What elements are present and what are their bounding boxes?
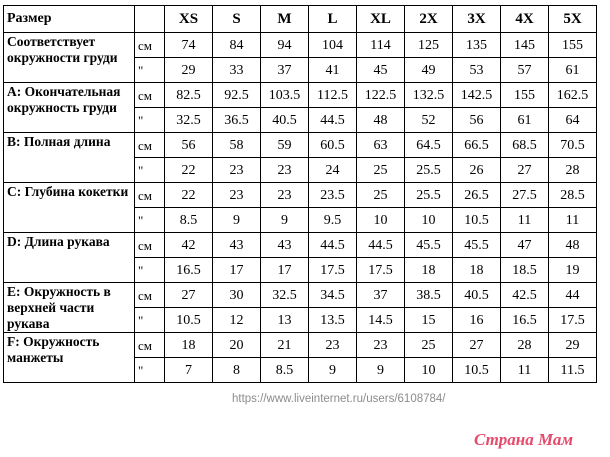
header-unit: [135, 6, 165, 33]
value-cell: 25: [357, 183, 405, 208]
value-cell: 10.5: [453, 208, 501, 233]
value-cell: 74: [165, 33, 213, 58]
measurement-row: [4, 233, 597, 258]
value-cell: 25.5: [405, 158, 453, 183]
value-cell: 104: [309, 33, 357, 58]
value-cell: 63: [357, 133, 405, 158]
measurement-row: [4, 83, 597, 108]
unit-cell: ": [135, 358, 165, 383]
value-cell: 58: [213, 133, 261, 158]
value-cell: 155: [501, 83, 549, 108]
value-cell: 9: [213, 208, 261, 233]
value-cell: 11: [501, 358, 549, 383]
value-cell: 17.5: [357, 258, 405, 283]
value-cell: 16.5: [501, 308, 549, 333]
measurement-label: Соответствует окружности груди: [4, 33, 135, 83]
measurement-row: [4, 283, 597, 308]
value-cell: 23: [213, 183, 261, 208]
value-cell: 45.5: [453, 233, 501, 258]
size-header-cell: 4X: [501, 6, 549, 33]
measurement-row: [4, 133, 597, 158]
size-header-cell: M: [261, 6, 309, 33]
value-cell: 9: [357, 358, 405, 383]
value-cell: 23: [213, 158, 261, 183]
value-cell: 40.5: [261, 108, 309, 133]
size-header-cell: XS: [165, 6, 213, 33]
value-cell: 60.5: [309, 133, 357, 158]
measurement-label: E: Окружность в верхней части рукава: [4, 283, 135, 333]
value-cell: 103.5: [261, 83, 309, 108]
value-cell: 10: [405, 208, 453, 233]
value-cell: 9: [309, 358, 357, 383]
value-cell: 36.5: [213, 108, 261, 133]
value-cell: 23: [261, 183, 309, 208]
value-cell: 112.5: [309, 83, 357, 108]
value-cell: 59: [261, 133, 309, 158]
value-cell: 61: [549, 58, 597, 83]
unit-cell: см: [135, 333, 165, 358]
value-cell: 92.5: [213, 83, 261, 108]
value-cell: 21: [261, 333, 309, 358]
value-cell: 18: [453, 258, 501, 283]
value-cell: 10.5: [453, 358, 501, 383]
measurement-label: F: Окружность манжеты: [4, 333, 135, 383]
measurement-label: A: Окончательная окружность груди: [4, 83, 135, 133]
value-cell: 15: [405, 308, 453, 333]
value-cell: 29: [165, 58, 213, 83]
value-cell: 45.5: [405, 233, 453, 258]
value-cell: 10: [405, 358, 453, 383]
unit-cell: см: [135, 133, 165, 158]
value-cell: 47: [501, 233, 549, 258]
unit-cell: ": [135, 58, 165, 83]
table-body: [4, 6, 597, 383]
value-cell: 32.5: [261, 283, 309, 308]
value-cell: 114: [357, 33, 405, 58]
measurement-row: [4, 183, 597, 208]
value-cell: 11.5: [549, 358, 597, 383]
value-cell: 61: [501, 108, 549, 133]
value-cell: 27: [165, 283, 213, 308]
value-cell: 43: [261, 233, 309, 258]
value-cell: 28: [549, 158, 597, 183]
value-cell: 70.5: [549, 133, 597, 158]
brand-logo: Страна Мам: [474, 430, 574, 449]
value-cell: 10: [357, 208, 405, 233]
value-cell: 26.5: [453, 183, 501, 208]
value-cell: 19: [549, 258, 597, 283]
value-cell: 37: [261, 58, 309, 83]
value-cell: 29: [549, 333, 597, 358]
value-cell: 57: [501, 58, 549, 83]
value-cell: 17: [213, 258, 261, 283]
value-cell: 38.5: [405, 283, 453, 308]
value-cell: 42: [165, 233, 213, 258]
value-cell: 17.5: [549, 308, 597, 333]
value-cell: 23: [261, 158, 309, 183]
unit-cell: ": [135, 258, 165, 283]
value-cell: 14.5: [357, 308, 405, 333]
value-cell: 16: [453, 308, 501, 333]
value-cell: 13: [261, 308, 309, 333]
size-header-cell: 5X: [549, 6, 597, 33]
value-cell: 44.5: [309, 108, 357, 133]
value-cell: 43: [213, 233, 261, 258]
value-cell: 12: [213, 308, 261, 333]
value-cell: 22: [165, 183, 213, 208]
value-cell: 44.5: [309, 233, 357, 258]
value-cell: 17: [261, 258, 309, 283]
value-cell: 25.5: [405, 183, 453, 208]
value-cell: 23: [309, 333, 357, 358]
unit-cell: см: [135, 283, 165, 308]
value-cell: 10.5: [165, 308, 213, 333]
unit-cell: ": [135, 308, 165, 333]
value-cell: 125: [405, 33, 453, 58]
value-cell: 30: [213, 283, 261, 308]
watermark-url: https://www.liveinternet.ru/users/6108784/: [232, 393, 446, 405]
value-cell: 44.5: [357, 233, 405, 258]
value-cell: 18: [165, 333, 213, 358]
value-cell: 23: [357, 333, 405, 358]
value-cell: 11: [549, 208, 597, 233]
value-cell: 8.5: [261, 358, 309, 383]
measurement-label: B: Полная длина: [4, 133, 135, 183]
size-header-cell: S: [213, 6, 261, 33]
value-cell: 28: [501, 333, 549, 358]
value-cell: 64: [549, 108, 597, 133]
unit-cell: ": [135, 208, 165, 233]
value-cell: 34.5: [309, 283, 357, 308]
unit-cell: см: [135, 233, 165, 258]
value-cell: 25: [405, 333, 453, 358]
value-cell: 42.5: [501, 283, 549, 308]
value-cell: 135: [453, 33, 501, 58]
value-cell: 9.5: [309, 208, 357, 233]
size-header-cell: 3X: [453, 6, 501, 33]
measurement-row: [4, 333, 597, 358]
measurement-label: C: Глубина кокетки: [4, 183, 135, 233]
value-cell: 45: [357, 58, 405, 83]
size-header-cell: XL: [357, 6, 405, 33]
unit-cell: ": [135, 158, 165, 183]
size-table: [3, 5, 597, 383]
unit-cell: см: [135, 183, 165, 208]
value-cell: 68.5: [501, 133, 549, 158]
value-cell: 13.5: [309, 308, 357, 333]
value-cell: 122.5: [357, 83, 405, 108]
value-cell: 49: [405, 58, 453, 83]
value-cell: 20: [213, 333, 261, 358]
value-cell: 26: [453, 158, 501, 183]
unit-cell: см: [135, 33, 165, 58]
value-cell: 9: [261, 208, 309, 233]
value-cell: 8.5: [165, 208, 213, 233]
value-cell: 32.5: [165, 108, 213, 133]
value-cell: 23.5: [309, 183, 357, 208]
value-cell: 18.5: [501, 258, 549, 283]
value-cell: 66.5: [453, 133, 501, 158]
value-cell: 33: [213, 58, 261, 83]
value-cell: 53: [453, 58, 501, 83]
value-cell: 17.5: [309, 258, 357, 283]
measurement-row: [4, 33, 597, 58]
size-header-cell: L: [309, 6, 357, 33]
unit-cell: ": [135, 108, 165, 133]
value-cell: 56: [165, 133, 213, 158]
value-cell: 48: [357, 108, 405, 133]
size-header-cell: 2X: [405, 6, 453, 33]
header-row: [4, 6, 597, 33]
value-cell: 155: [549, 33, 597, 58]
value-cell: 27: [453, 333, 501, 358]
value-cell: 162.5: [549, 83, 597, 108]
value-cell: 48: [549, 233, 597, 258]
value-cell: 16.5: [165, 258, 213, 283]
value-cell: 24: [309, 158, 357, 183]
value-cell: 64.5: [405, 133, 453, 158]
value-cell: 82.5: [165, 83, 213, 108]
value-cell: 18: [405, 258, 453, 283]
measurement-label: D: Длина рукава: [4, 233, 135, 283]
value-cell: 94: [261, 33, 309, 58]
value-cell: 25: [357, 158, 405, 183]
value-cell: 22: [165, 158, 213, 183]
value-cell: 27.5: [501, 183, 549, 208]
value-cell: 8: [213, 358, 261, 383]
value-cell: 28.5: [549, 183, 597, 208]
value-cell: 44: [549, 283, 597, 308]
value-cell: 7: [165, 358, 213, 383]
value-cell: 84: [213, 33, 261, 58]
value-cell: 56: [453, 108, 501, 133]
value-cell: 132.5: [405, 83, 453, 108]
value-cell: 27: [501, 158, 549, 183]
value-cell: 145: [501, 33, 549, 58]
value-cell: 41: [309, 58, 357, 83]
header-label: Размер: [4, 6, 135, 33]
value-cell: 52: [405, 108, 453, 133]
value-cell: 40.5: [453, 283, 501, 308]
unit-cell: см: [135, 83, 165, 108]
value-cell: 142.5: [453, 83, 501, 108]
value-cell: 37: [357, 283, 405, 308]
value-cell: 11: [501, 208, 549, 233]
